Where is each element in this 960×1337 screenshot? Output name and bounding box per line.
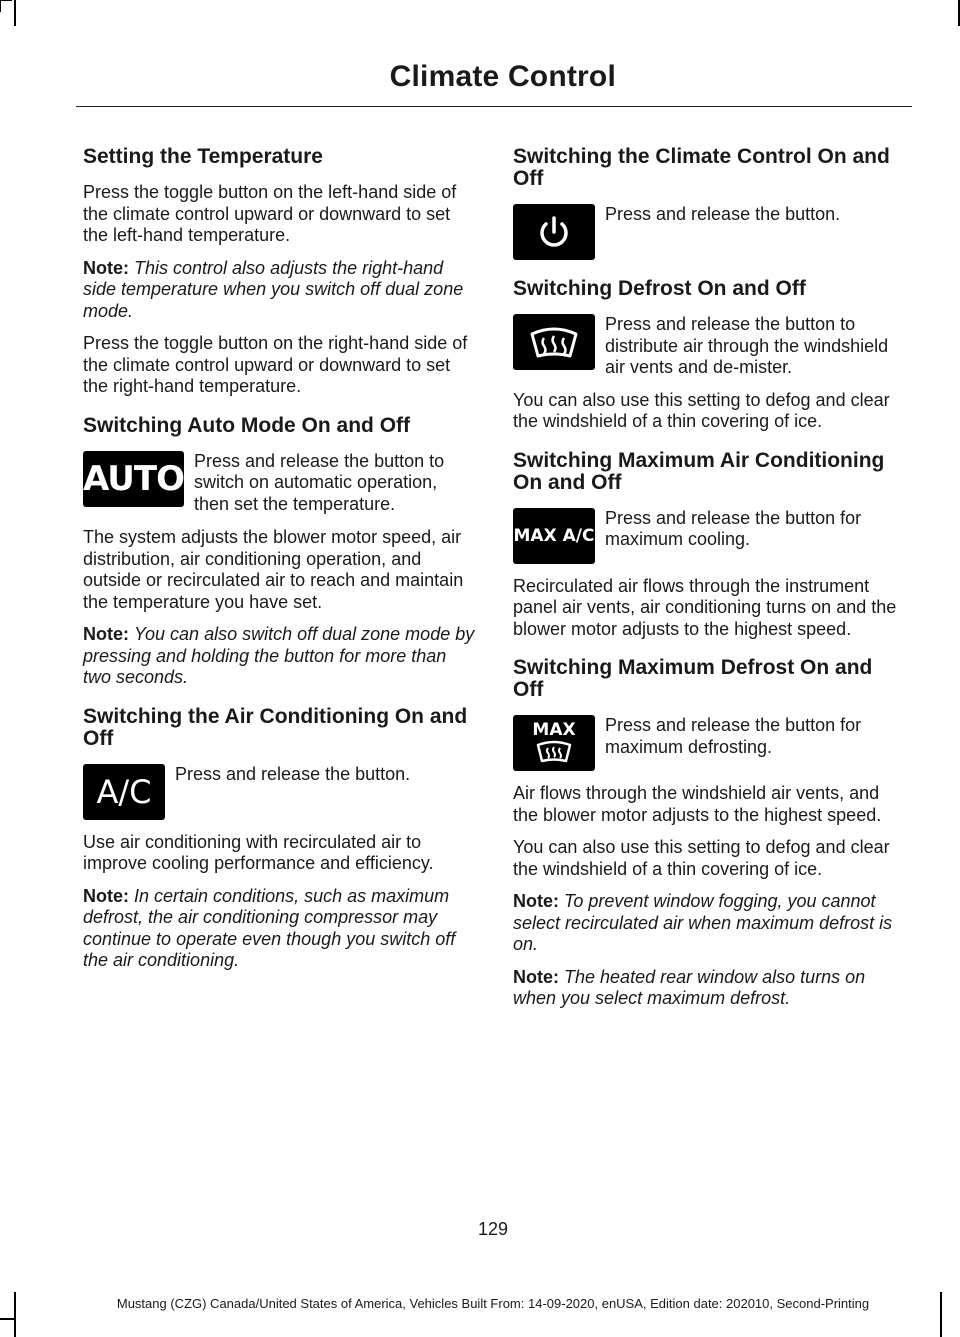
instruction-text: Press and release the button to switch on automatic operation, then set the temperature. <box>193 450 445 514</box>
note-text: The heated rear window also turns on when you select maximum defrost. <box>513 966 866 1008</box>
max-defrost-icon-label: MAX <box>532 720 576 740</box>
section-heading-max-defrost: Switching Maximum Defrost On and Off <box>513 656 873 701</box>
instruction-text: Press and release the button. <box>605 204 841 224</box>
paragraph: Air flows through the windshield air vents, and the blower motor adjusts to the highest speed. <box>513 783 882 825</box>
right-column <box>513 146 905 1021</box>
note-label: Note: <box>83 885 129 906</box>
page-number: 129 <box>477 1219 509 1239</box>
note <box>513 891 905 956</box>
instruction-text: Press and release the button. <box>175 763 411 784</box>
instruction-text: Press and release the button for maximum cooling. <box>605 507 862 549</box>
section-heading-defrost: Switching Defrost On and Off <box>513 277 806 300</box>
instruction-row <box>513 715 905 771</box>
note-text: In certain conditions, such as maximum defrost, the air conditioning compressor may continue to operate even though you switch off the air conditioning. <box>83 885 456 970</box>
windshield-defrost-icon <box>513 314 595 370</box>
note-label: Note: <box>83 257 129 278</box>
footer-text: Mustang (CZG) Canada/United States of America, Vehicles Built From: 14-09-2020, enUSA, Edition date: 202010, Second-Printing <box>116 1296 870 1311</box>
max-defrost-icon <box>513 715 595 771</box>
max-ac-icon-label: MAX A/C <box>513 525 595 546</box>
note <box>513 967 905 1010</box>
crop-mark <box>14 0 16 26</box>
section-heading-temperature: Setting the Temperature <box>83 145 323 168</box>
note <box>83 624 475 689</box>
instruction-text: Press and release the button to distribute air through the windshield air vents and de-mister. <box>605 314 889 377</box>
paragraph: Recirculated air flows through the instrument panel air vents, air conditioning turns on and the blower motor adjusts to the highest speed. <box>513 575 897 639</box>
power-icon <box>513 204 595 260</box>
note <box>83 886 475 972</box>
note-label: Note: <box>83 624 129 644</box>
paragraph: Use air conditioning with recirculated air to improve cooling performance and efficiency. <box>83 831 434 873</box>
instruction-text: Press and release the button for maximum defrosting. <box>605 715 862 757</box>
note-text: This control also adjusts the right-hand side temperature when you switch off dual zone mode. <box>83 257 464 321</box>
note-text: You can also switch off dual zone mode by pressing and holding the button for more than two seconds. <box>83 624 475 687</box>
note-label: Note: <box>513 966 559 987</box>
section-heading-auto: Switching Auto Mode On and Off <box>83 413 411 437</box>
paragraph: You can also use this setting to defog and clear the windshield of a thin covering of ice. <box>513 389 890 431</box>
ac-icon-label: A/C <box>96 772 152 811</box>
header-rule <box>76 106 912 107</box>
auto-icon-label: AUTO <box>83 458 184 499</box>
paragraph: Press the toggle button on the left-hand side of the climate control upward or downward to set the left-hand temperature. <box>83 182 457 245</box>
ac-button-icon <box>83 764 165 820</box>
auto-button-icon <box>83 451 184 507</box>
section-heading-max-ac: Switching Maximum Air Conditioning On and Off <box>513 448 885 494</box>
instruction-row <box>513 508 905 564</box>
crop-mark <box>0 0 1 12</box>
paragraph: You can also use this setting to defog and clear the windshield of a thin covering of ice. <box>513 837 890 879</box>
paragraph: Press the toggle button on the right-hand side of the climate control upward or downward to set the right-hand temperature. <box>83 333 468 396</box>
note-label: Note: <box>513 891 559 911</box>
crop-mark <box>0 0 12 1</box>
paragraph: The system adjusts the blower motor speed, air distribution, air conditioning operation, and outside or recirculated air to reach and maintain the temperature you have set. <box>83 527 464 612</box>
left-column <box>83 146 475 983</box>
instruction-row <box>513 314 905 379</box>
instruction-row <box>83 451 475 516</box>
instruction-row <box>83 764 475 820</box>
section-heading-ac: Switching the Air Conditioning On and Off <box>83 704 468 750</box>
note <box>83 258 475 323</box>
instruction-row <box>513 204 905 260</box>
note-text: To prevent window fogging, you cannot select recirculated air when maximum defrost is on. <box>513 891 893 954</box>
page-title: Climate Control <box>389 60 616 93</box>
max-ac-button-icon <box>513 508 595 564</box>
crop-mark <box>0 1318 14 1320</box>
section-heading-power: Switching the Climate Control On and Off <box>513 145 890 190</box>
